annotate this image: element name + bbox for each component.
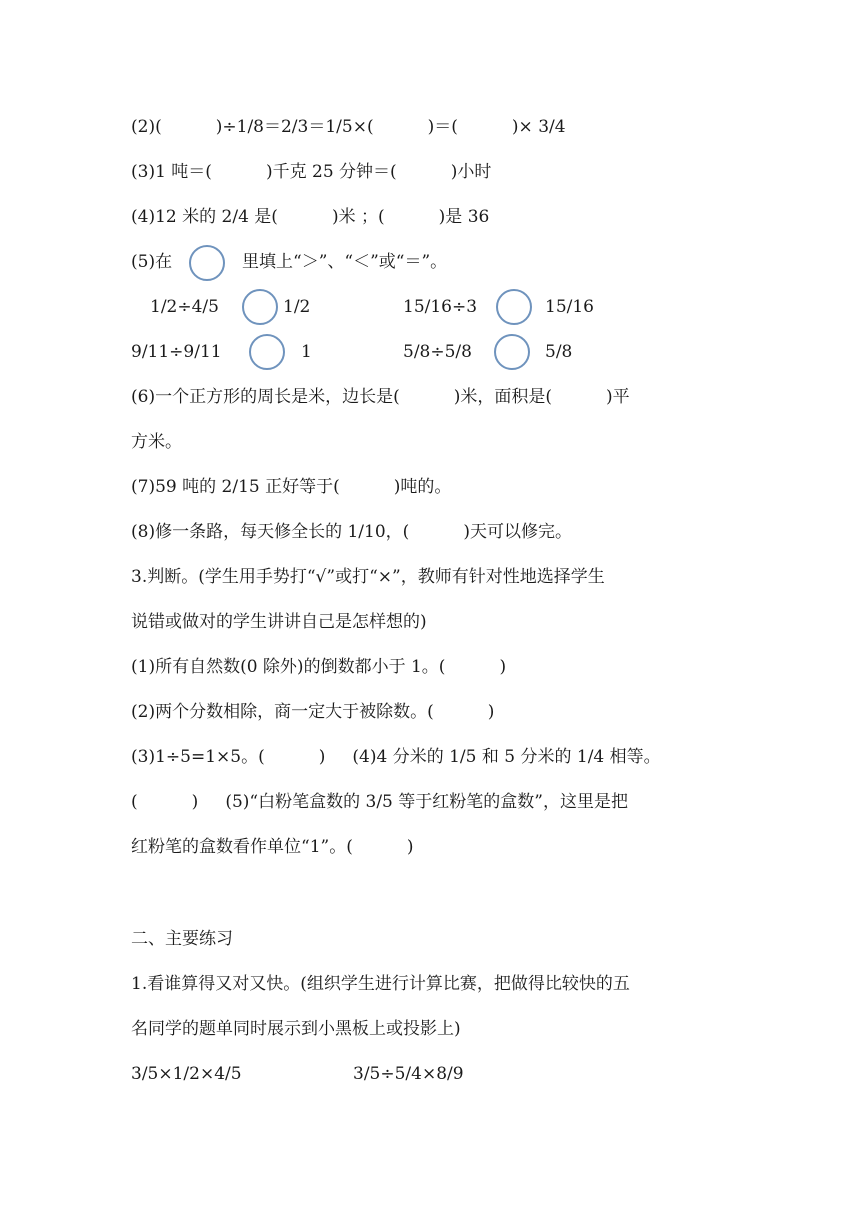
compare-expression: 5/8÷5/8: [403, 342, 472, 362]
judge-item-1: (1)所有自然数(0 除外)的倒数都小于 1。( ): [131, 657, 507, 677]
practice-expression-2: 3/5÷5/4×8/9: [353, 1064, 464, 1084]
judge-heading-line2: 说错或做对的学生讲讲自己是怎样想的): [131, 612, 427, 632]
section-heading: 二、主要练习: [131, 929, 233, 949]
compare-expression: 15/16÷3: [403, 297, 478, 317]
question-5-suffix: 里填上“＞”、“＜”或“＝”。: [242, 252, 448, 272]
compare-value: 15/16: [545, 297, 594, 317]
answer-circle: [189, 245, 225, 281]
compare-expression: 9/11÷9/11: [131, 342, 222, 362]
question-4: (4)12 米的 2/4 是( )米 ；( )是 36: [131, 207, 490, 227]
question-7: (7)59 吨的 2/15 正好等于( )吨的。: [131, 477, 452, 497]
compare-value: 5/8: [545, 342, 573, 362]
judge-item-5-line1: ( ) (5)“白粉笔盒数的 3/5 等于红粉笔的盒数”，这里是把: [131, 792, 628, 812]
answer-circle: [494, 334, 530, 370]
question-6-line1: (6)一个正方形的周长是米，边长是( )米，面积是( )平: [131, 387, 630, 407]
answer-circle: [496, 289, 532, 325]
practice-1-line2: 名同学的题单同时展示到小黑板上或投影上): [131, 1019, 461, 1039]
judge-heading-line1: 3.判断。(学生用手势打“√”或打“×”，教师有针对性地选择学生: [131, 567, 605, 587]
answer-circle: [242, 289, 278, 325]
question-2: (2)( )÷1/8＝2/3＝1/5×( )＝( )× 3/4: [131, 117, 566, 137]
question-3: (3)1 吨＝( )千克 25 分钟＝( )小时: [131, 162, 492, 182]
judge-item-2: (2)两个分数相除，商一定大于被除数。( ): [131, 702, 495, 722]
practice-1-line1: 1.看谁算得又对又快。(组织学生进行计算比赛，把做得比较快的五: [131, 974, 630, 994]
question-5-prefix: (5)在: [131, 252, 173, 272]
question-8: (8)修一条路，每天修全长的 1/10，( )天可以修完。: [131, 522, 572, 542]
question-6-line2: 方米。: [131, 432, 182, 452]
practice-expression-1: 3/5×1/2×4/5: [131, 1064, 242, 1084]
compare-value: 1: [301, 342, 312, 362]
answer-circle: [249, 334, 285, 370]
compare-value: 1/2: [283, 297, 311, 317]
compare-expression: 1/2÷4/5: [150, 297, 219, 317]
judge-item-5-line2: 红粉笔的盒数看作单位“1”。( ): [131, 837, 414, 857]
judge-item-3-4: (3)1÷5=1×5。( ) (4)4 分米的 1/5 和 5 分米的 1/4 相等。: [131, 747, 661, 767]
